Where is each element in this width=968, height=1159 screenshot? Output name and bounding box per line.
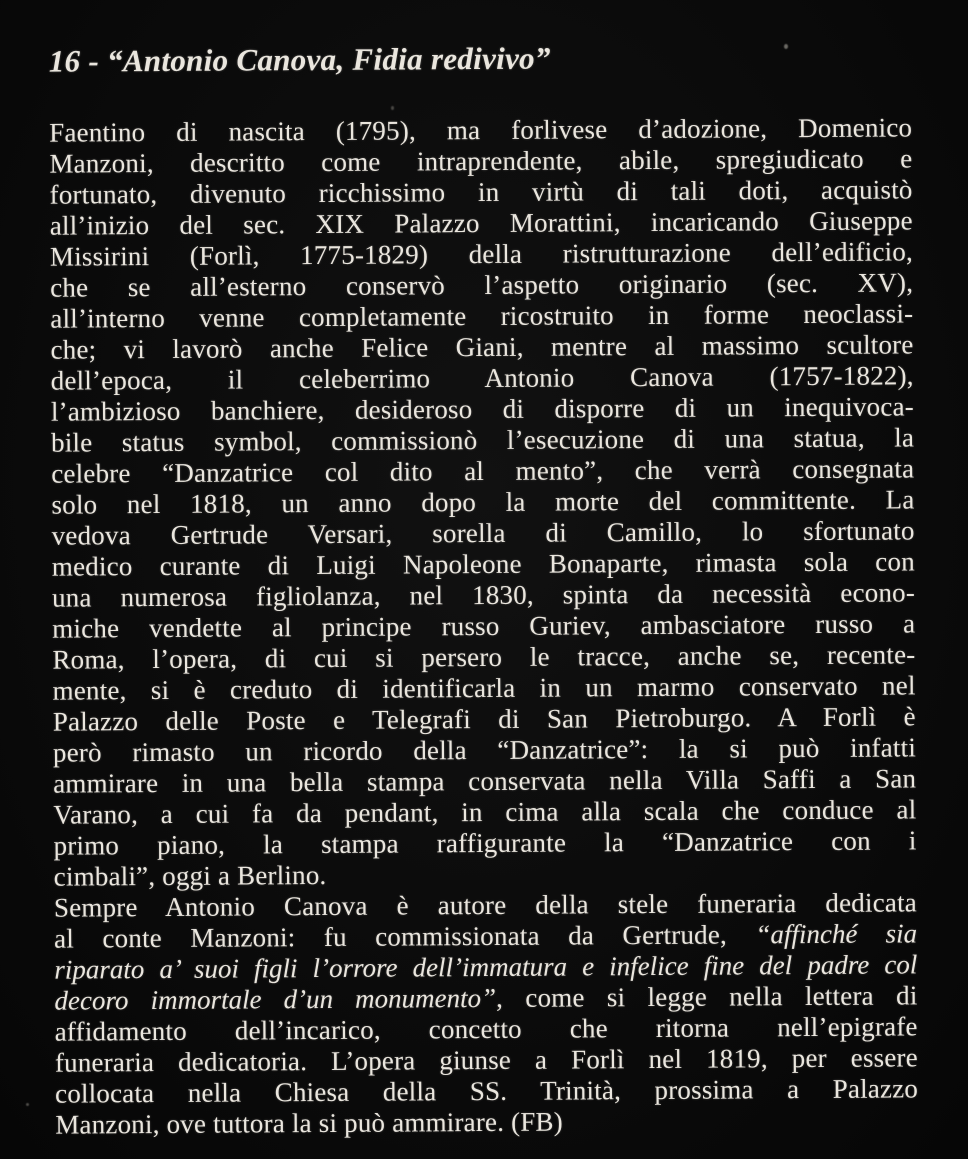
line-text: Faentino di nascita (1795), ma forlivese d’adozione, Domenico [49, 112, 913, 148]
text-line [53, 825, 916, 861]
scanned-page-content [49, 37, 919, 1140]
line-text: affidamento dell’incarico, concetto che ritorna nell’epigrafe [54, 1011, 918, 1047]
line-text: solo nel 1818, un anno dopo la morte del committente. La [51, 484, 915, 520]
line-text: medico curante di Luigi Napoleone Bonaparte, rimasta sola con [51, 546, 915, 582]
line-text: però rimasto un ricordo della “Danzatrice”: la si può infatti [52, 732, 917, 768]
line-text: mente, si è creduto di identificarla in un marmo conservato nel [52, 670, 916, 706]
line-text: cimbali”, oggi a Berlino. [53, 859, 327, 892]
line-text: al conte Manzoni: fu commissionata da Gertrude, [54, 919, 756, 954]
line-text: Manzoni, ove tuttora la si può ammirare. (FB) [55, 1106, 563, 1140]
line-text: che; vi lavorò anche Felice Giani, mentre al massimo scultore [50, 329, 914, 365]
line-italic-text: decoro immortale d’un monumento” [54, 982, 497, 1016]
line-text: miche vendette al principe russo Guriev, ambasciatore russo a [52, 608, 916, 644]
line-text: fortunato, divenuto ricchissimo in virtù di tali doti, acquistò [49, 174, 913, 210]
section-heading: 16 - “Antonio Canova, Fidia redivivo” [48, 40, 551, 79]
line-text: Sempre Antonio Canova è autore della stele funeraria dedicata [53, 887, 918, 923]
line-text: che se all’esterno conservò l’aspetto originario (sec. XV), [50, 267, 914, 303]
line-text: primo piano, la stampa raffigurante la “Danzatrice con i [53, 825, 917, 861]
line-text: bile status symbol, commissionò l’esecuzione di una statua, la [51, 422, 915, 458]
line-text-after: , come si legge nella lettera di [496, 980, 918, 1013]
line-text: celebre “Danzatrice col dito al mento”, che verrà consegnata [51, 453, 915, 489]
line-text: vedova Gertrude Versari, sorella di Camillo, lo sfortunato [51, 515, 915, 551]
line-italic-text: “affinché sia [755, 918, 918, 950]
line-text: all’inizio del sec. XIX Palazzo Morattini, incaricando Giuseppe [49, 205, 913, 241]
line-text: collocata nella Chiesa della SS. Trinità, prossima a Palazzo [54, 1073, 919, 1109]
line-text: Missirini (Forlì, 1775-1829) della ristrutturazione dell’edificio, [49, 236, 914, 272]
text-line-paragraph-end [55, 1104, 918, 1140]
line-text: Manzoni, descritto come intraprendente, abile, spregiudicato e [49, 143, 913, 179]
line-italic-text: riparato a’ suoi figli l’orrore dell’immatura e infelice fine del padre col [54, 949, 918, 985]
body-text [49, 112, 918, 1140]
line-text: l’ambizioso banchiere, desideroso di disporre di un inequivoca- [50, 391, 914, 427]
scan-speck [26, 1103, 29, 1106]
line-text: Varano, a cui fa da pendant, in cima alla scala che conduce al [53, 794, 917, 830]
line-text: dell’epoca, il celeberrimo Antonio Canova (1757-1822), [50, 360, 914, 396]
line-text: una numerosa figliolanza, nel 1830, spinta da necessità econo- [51, 577, 916, 613]
line-text: all’interno venne completamente ricostruito in forme neoclassi- [50, 298, 914, 334]
line-text: ammirare in una bella stampa conservata nella Villa Saffi a San [53, 763, 917, 799]
line-text: Palazzo delle Poste e Telegrafi di San Pietroburgo. A Forlì è [52, 701, 916, 737]
text-line [55, 1073, 918, 1109]
line-text: Roma, l’opera, di cui si persero le tracce, anche se, recente- [52, 639, 916, 675]
line-text: funeraria dedicatoria. L’opera giunse a Forlì nel 1819, per essere [54, 1042, 918, 1078]
